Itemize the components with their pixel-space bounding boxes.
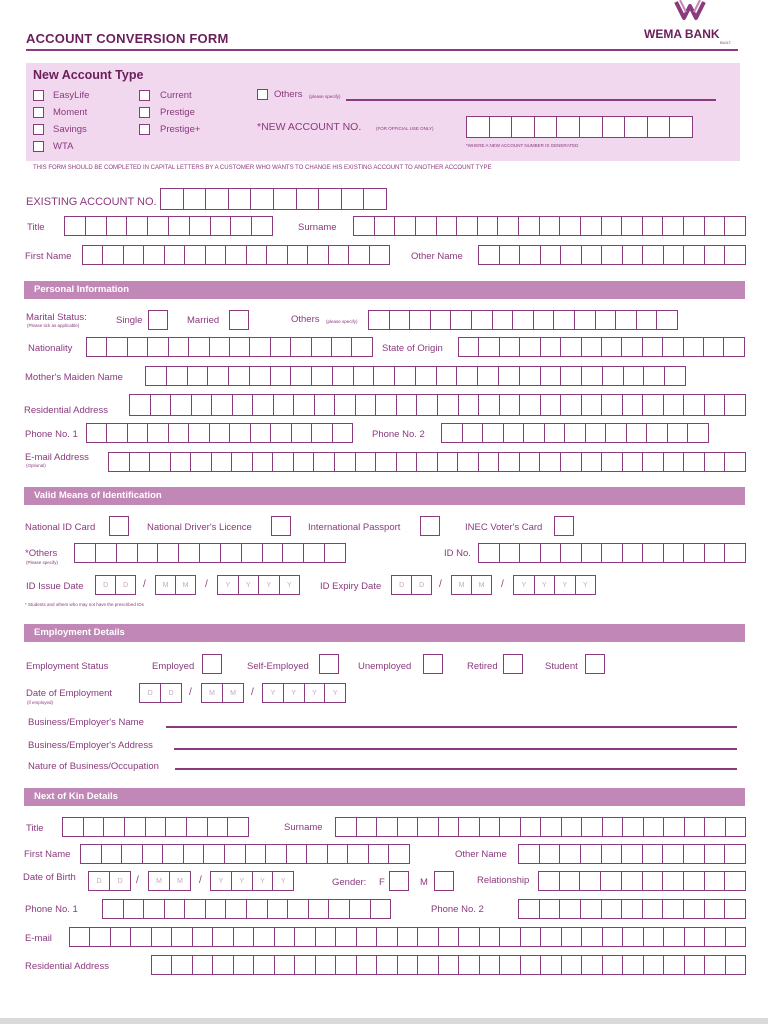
voters-card-checkbox[interactable] bbox=[554, 516, 574, 536]
nok-phone2-boxes[interactable] bbox=[518, 899, 745, 919]
unemployed-checkbox[interactable] bbox=[423, 654, 443, 674]
employment-date-label: Date of Employment bbox=[26, 688, 113, 699]
id-no-boxes[interactable] bbox=[478, 543, 745, 563]
unemployed-label: Unemployed bbox=[358, 661, 412, 672]
marital-status-hint: (Please tick as applicable) bbox=[27, 323, 80, 328]
id-others-label: *Others bbox=[25, 548, 58, 559]
bank-tagline: BUILT bbox=[720, 40, 732, 45]
mothers-maiden-label: Mother's Maiden Name bbox=[25, 372, 123, 383]
marital-status-label: Marital Status: bbox=[26, 312, 87, 323]
issue-date-day[interactable]: D D bbox=[95, 575, 135, 595]
employed-label: Employed bbox=[152, 661, 195, 672]
nok-phone1-label: Phone No. 1 bbox=[25, 904, 78, 915]
nok-title-label: Title bbox=[26, 823, 44, 834]
wta-label: WTA bbox=[53, 141, 74, 152]
nok-first-name-label: First Name bbox=[24, 849, 71, 860]
surname-label: Surname bbox=[298, 222, 337, 233]
phone1-label: Phone No. 1 bbox=[25, 429, 78, 440]
new-account-number-boxes[interactable] bbox=[466, 116, 692, 138]
prestige-checkbox[interactable] bbox=[139, 107, 150, 118]
phone2-boxes[interactable] bbox=[441, 423, 708, 443]
instruction-text: THIS FORM SHOULD BE COMPLETED IN CAPITAL LETTERS BY A CUSTOMER WHO WANTS TO CHANGE HIS EXISTING ACCOUNT TO ANOTHER ACCOUNT TYPE bbox=[33, 165, 492, 171]
phone1-boxes[interactable] bbox=[86, 423, 352, 443]
prestige-plus-checkbox[interactable] bbox=[139, 124, 150, 135]
married-checkbox[interactable] bbox=[229, 310, 249, 330]
others-account-hint: (please specify) bbox=[309, 94, 341, 99]
retired-checkbox[interactable] bbox=[503, 654, 523, 674]
id-others-boxes[interactable] bbox=[74, 543, 345, 563]
other-name-boxes[interactable] bbox=[478, 245, 745, 265]
issue-date-label: ID Issue Date bbox=[26, 581, 84, 592]
nok-relationship-boxes[interactable] bbox=[538, 871, 745, 891]
mothers-maiden-boxes[interactable] bbox=[145, 366, 685, 386]
expiry-date-day[interactable]: D D bbox=[391, 575, 431, 595]
nature-of-business-line[interactable] bbox=[175, 768, 737, 770]
other-name-label: Other Name bbox=[411, 251, 463, 262]
self-employed-checkbox[interactable] bbox=[319, 654, 339, 674]
date-slash: / bbox=[136, 875, 139, 886]
nok-other-name-boxes[interactable] bbox=[518, 844, 745, 864]
marital-others-hint: (please specify) bbox=[326, 319, 358, 324]
national-id-checkbox[interactable] bbox=[109, 516, 129, 536]
id-no-label: ID No. bbox=[444, 548, 471, 559]
nationality-boxes[interactable] bbox=[86, 337, 372, 357]
expiry-date-label: ID Expiry Date bbox=[320, 581, 382, 592]
passport-checkbox[interactable] bbox=[420, 516, 440, 536]
existing-account-label: EXISTING ACCOUNT NO. bbox=[26, 196, 157, 208]
state-of-origin-label: State of Origin bbox=[382, 343, 443, 354]
employer-address-line[interactable] bbox=[174, 748, 737, 750]
date-slash: / bbox=[199, 875, 202, 886]
employment-date-year[interactable]: Y Y Y Y bbox=[262, 683, 345, 703]
official-use-note: (FOR OFFICIAL USE ONLY) bbox=[376, 126, 434, 131]
residential-address-label: Residential Address bbox=[24, 405, 108, 416]
retired-label: Retired bbox=[467, 661, 498, 672]
national-id-label: National ID Card bbox=[25, 522, 96, 533]
new-account-no-label: *NEW ACCOUNT NO. bbox=[257, 121, 362, 133]
nok-dob-month[interactable]: M M bbox=[148, 871, 190, 891]
state-of-origin-boxes[interactable] bbox=[458, 337, 744, 357]
nok-address-label: Residential Address bbox=[25, 961, 109, 972]
expiry-date-month[interactable]: M M bbox=[451, 575, 491, 595]
wta-checkbox[interactable] bbox=[33, 141, 44, 152]
gender-m-label: M bbox=[420, 877, 428, 888]
nok-phone1-boxes[interactable] bbox=[102, 899, 390, 919]
generated-note: *WHERE A NEW ACCOUNT NUMBER IS GENERATED bbox=[466, 143, 579, 148]
date-slash: / bbox=[251, 687, 254, 698]
first-name-label: First Name bbox=[25, 251, 72, 262]
self-employed-label: Self-Employed bbox=[247, 661, 309, 672]
single-checkbox[interactable] bbox=[148, 310, 168, 330]
date-slash: / bbox=[205, 579, 208, 590]
prestige-label: Prestige bbox=[160, 107, 195, 118]
nok-other-name-label: Other Name bbox=[455, 849, 507, 860]
student-checkbox[interactable] bbox=[585, 654, 605, 674]
date-slash: / bbox=[143, 579, 146, 590]
personal-info-section-bar: Personal Information bbox=[24, 281, 745, 299]
employment-section-bar: Employment Details bbox=[24, 624, 745, 642]
nationality-label: Nationality bbox=[28, 343, 73, 354]
nok-gender-label: Gender: bbox=[332, 877, 367, 888]
moment-label: Moment bbox=[53, 107, 88, 118]
next-of-kin-section-bar: Next of Kin Details bbox=[24, 788, 745, 806]
id-footnote: * Students and others who may not have the prescribed IDs bbox=[25, 602, 144, 607]
current-checkbox[interactable] bbox=[139, 90, 150, 101]
form-title: ACCOUNT CONVERSION FORM bbox=[26, 31, 229, 46]
title-label: Title bbox=[27, 222, 45, 233]
gender-m-checkbox[interactable] bbox=[434, 871, 454, 891]
nok-first-name-boxes[interactable] bbox=[80, 844, 409, 864]
drivers-licence-checkbox[interactable] bbox=[271, 516, 291, 536]
married-label: Married bbox=[187, 315, 220, 326]
expiry-date-year[interactable]: Y Y Y Y bbox=[513, 575, 595, 595]
voters-card-label: INEC Voter's Card bbox=[465, 522, 543, 533]
email-boxes[interactable] bbox=[108, 452, 745, 472]
nok-dob-day[interactable]: D D bbox=[88, 871, 130, 891]
prestige-plus-label: Prestige+ bbox=[160, 124, 201, 135]
issue-date-year[interactable]: Y Y Y Y bbox=[217, 575, 299, 595]
bank-name: WEMA BANK bbox=[644, 27, 720, 41]
date-slash: / bbox=[189, 687, 192, 698]
employment-date-day[interactable]: D D bbox=[139, 683, 181, 703]
drivers-licence-label: National Driver's Licence bbox=[147, 522, 252, 533]
nok-dob-label: Date of Birth bbox=[23, 872, 76, 883]
easylife-label: EasyLife bbox=[53, 90, 90, 101]
employer-name-line[interactable] bbox=[166, 726, 737, 728]
student-label: Student bbox=[545, 661, 578, 672]
issue-date-month[interactable]: M M bbox=[155, 575, 195, 595]
nok-address-boxes[interactable] bbox=[151, 955, 745, 975]
marital-others-boxes[interactable] bbox=[368, 310, 677, 330]
passport-label: International Passport bbox=[308, 522, 401, 533]
gender-f-label: F bbox=[379, 877, 385, 888]
nok-relationship-label: Relationship bbox=[477, 875, 530, 886]
nok-dob-year[interactable]: Y Y Y Y bbox=[210, 871, 293, 891]
employer-name-label: Business/Employer's Name bbox=[28, 717, 144, 728]
nok-surname-boxes[interactable] bbox=[335, 817, 745, 837]
current-label: Current bbox=[160, 90, 192, 101]
employer-address-label: Business/Employer's Address bbox=[28, 740, 153, 751]
date-slash: / bbox=[501, 579, 504, 590]
header-divider bbox=[26, 49, 738, 51]
others-account-label: Others bbox=[274, 89, 303, 100]
employment-date-hint: (if employed) bbox=[27, 700, 54, 705]
savings-checkbox[interactable] bbox=[33, 124, 44, 135]
first-name-boxes[interactable] bbox=[82, 245, 389, 265]
nok-phone2-label: Phone No. 2 bbox=[431, 904, 484, 915]
employment-date-month[interactable]: M M bbox=[201, 683, 243, 703]
nok-email-label: E-mail bbox=[25, 933, 52, 944]
bottom-edge bbox=[0, 1018, 768, 1024]
id-others-hint: (Please specify) bbox=[26, 560, 59, 565]
nok-surname-label: Surname bbox=[284, 822, 323, 833]
easylife-checkbox[interactable] bbox=[33, 90, 44, 101]
date-slash: / bbox=[439, 579, 442, 590]
others-account-checkbox[interactable] bbox=[257, 89, 268, 100]
employment-status-label: Employment Status bbox=[26, 661, 109, 672]
identification-section-bar: Valid Means of Identification bbox=[24, 487, 745, 505]
email-hint: (Optional) bbox=[26, 463, 46, 468]
savings-label: Savings bbox=[53, 124, 87, 135]
single-label: Single bbox=[116, 315, 143, 326]
moment-checkbox[interactable] bbox=[33, 107, 44, 118]
nature-of-business-label: Nature of Business/Occupation bbox=[28, 761, 159, 772]
nok-email-boxes[interactable] bbox=[69, 927, 745, 947]
email-label: E-mail Address bbox=[25, 452, 89, 463]
residential-address-boxes[interactable] bbox=[129, 394, 745, 416]
marital-others-label: Others bbox=[291, 314, 320, 325]
phone2-label: Phone No. 2 bbox=[372, 429, 425, 440]
others-account-line[interactable] bbox=[346, 99, 716, 101]
new-account-type-heading: New Account Type bbox=[33, 68, 144, 82]
existing-account-boxes[interactable] bbox=[160, 188, 386, 210]
nok-title-boxes[interactable] bbox=[62, 817, 248, 837]
gender-f-checkbox[interactable] bbox=[389, 871, 409, 891]
employed-checkbox[interactable] bbox=[202, 654, 222, 674]
title-boxes[interactable] bbox=[64, 216, 272, 236]
surname-boxes[interactable] bbox=[353, 216, 745, 236]
